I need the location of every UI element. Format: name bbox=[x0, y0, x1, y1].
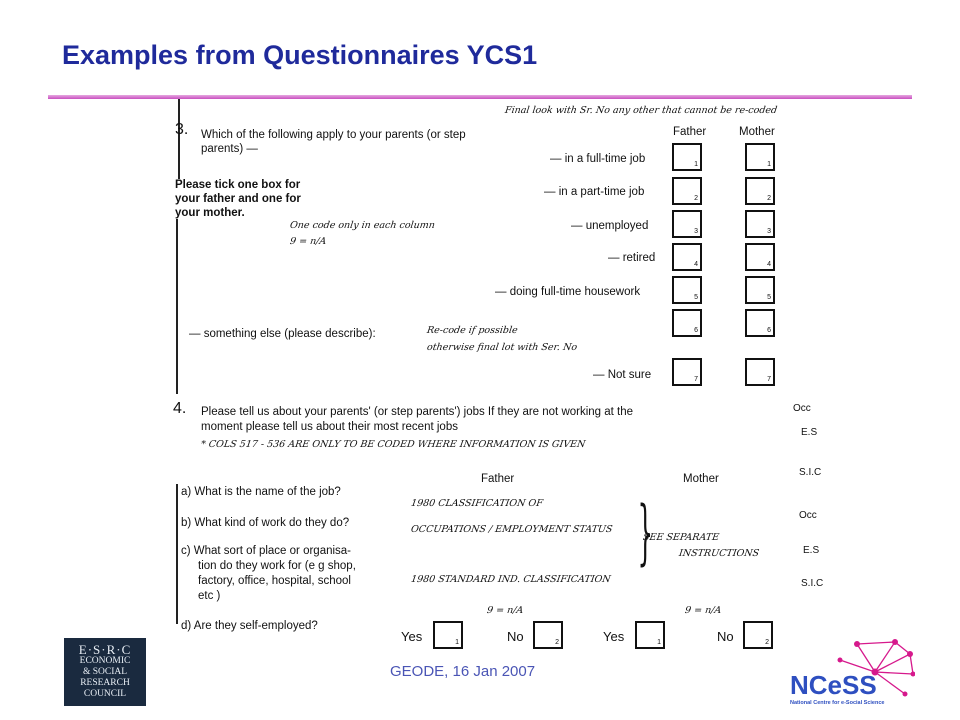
q4-na-father: 9 = n/A bbox=[486, 605, 525, 616]
q4-class-note-1: 1980 CLASSIFICATION OF bbox=[410, 498, 544, 509]
q3-father-box-2[interactable]: 2 bbox=[672, 177, 702, 205]
esrc-logo-line: COUNCIL bbox=[83, 689, 127, 699]
q4-sub-d: d) Are they self-employed? bbox=[181, 620, 318, 632]
q4-sub-b: b) What kind of work do they do? bbox=[181, 517, 350, 529]
q3-father-box-4[interactable]: 4 bbox=[672, 243, 702, 271]
slide-title: Examples from Questionnaires YCS1 bbox=[62, 40, 538, 70]
ncess-logo-subtitle: National Centre for e-Social Science bbox=[790, 700, 885, 706]
q3-option-7: — Not sure bbox=[593, 369, 652, 381]
q3-mother-box-5[interactable]: 5 bbox=[745, 276, 775, 304]
q3-option-4: — retired bbox=[608, 252, 656, 264]
q4-class-note-2: OCCUPATIONS / EMPLOYMENT STATUS bbox=[410, 524, 614, 535]
esrc-logo-acronym: E·S·R·C bbox=[78, 642, 132, 657]
q3-mother-box-7[interactable]: 7 bbox=[745, 358, 775, 386]
margin-code: S.I.C bbox=[801, 578, 824, 589]
q3-father-box-1[interactable]: 1 bbox=[672, 143, 702, 171]
q4-sub-c3: factory, office, hospital, school bbox=[198, 575, 351, 587]
margin-line bbox=[178, 99, 180, 179]
q3-option-2: — in a part-time job bbox=[544, 186, 645, 198]
q3-hand-note-2: 9 = n/A bbox=[289, 236, 328, 247]
q4-class-note-3: 1980 STANDARD IND. CLASSIFICATION bbox=[410, 574, 612, 585]
q4-sub-c4: etc ) bbox=[198, 590, 221, 602]
esrc-logo-line: RESEARCH bbox=[80, 678, 130, 688]
slide-footer: GEODE, 16 Jan 2007 bbox=[390, 663, 536, 680]
q4-mother-no-box[interactable]: 2 bbox=[743, 621, 773, 649]
q4-sub-c2: tion do they work for (e g shop, bbox=[198, 560, 356, 572]
q3-father-box-7[interactable]: 7 bbox=[672, 358, 702, 386]
q3-recode-note-1: Re-code if possible bbox=[426, 325, 519, 336]
top-hand-note: Final look with Sr. No any other that cannot be re-coded bbox=[504, 105, 778, 116]
q3-option-6: — something else (please describe): bbox=[189, 328, 376, 340]
q3-question: Which of the following apply to your parents (or step parents) — bbox=[201, 129, 466, 155]
esrc-logo-line: ECONOMIC bbox=[79, 656, 131, 666]
q4-hand-note: * COLS 517 - 536 ARE ONLY TO BE CODED WHERE INFORMATION IS GIVEN bbox=[200, 439, 587, 450]
margin-code: Occ bbox=[799, 510, 817, 521]
q3-mother-box-6[interactable]: 6 bbox=[745, 309, 775, 337]
q3-col-father: Father bbox=[673, 126, 707, 138]
margin-code: E.S bbox=[803, 545, 820, 556]
q4-sub-a: a) What is the name of the job? bbox=[181, 486, 341, 498]
q4-brace: } bbox=[637, 491, 654, 573]
q4-col-father: Father bbox=[481, 473, 515, 485]
q3-number: 3. bbox=[175, 121, 189, 138]
esrc-logo-line: & SOCIAL bbox=[82, 667, 128, 677]
q4-father-yes-box[interactable]: 1 bbox=[433, 621, 463, 649]
questionnaire-scan bbox=[165, 99, 830, 659]
q3-option-1: — in a full-time job bbox=[550, 153, 646, 165]
margin-line bbox=[176, 484, 178, 624]
q3-hand-note-1: One code only in each column bbox=[289, 220, 436, 231]
esrc-logo bbox=[64, 638, 146, 706]
q3-mother-box-1[interactable]: 1 bbox=[745, 143, 775, 171]
q3-mother-box-4[interactable]: 4 bbox=[745, 243, 775, 271]
q4-question-line1: Please tell us about your parents' (or step parents') jobs If they are not working at the bbox=[201, 406, 634, 418]
ncess-logo-text: NCeSS bbox=[790, 670, 877, 700]
q4-see-separate: SEE SEPARATE bbox=[642, 532, 720, 543]
q4-mother-yes-box[interactable]: 1 bbox=[635, 621, 665, 649]
q3-recode-note-2: otherwise final lot with Ser. No bbox=[426, 342, 578, 353]
q4-question-line2: moment please tell us about their most recent jobs bbox=[201, 421, 458, 433]
margin-code: S.I.C bbox=[799, 467, 822, 478]
q4-na-mother: 9 = n/A bbox=[684, 605, 723, 616]
q3-mother-box-3[interactable]: 3 bbox=[745, 210, 775, 238]
q3-col-mother: Mother bbox=[739, 126, 775, 138]
q3-father-box-6[interactable]: 6 bbox=[672, 309, 702, 337]
q4-father-no-box[interactable]: 2 bbox=[533, 621, 563, 649]
margin-code: Occ bbox=[793, 403, 811, 414]
q3-father-box-3[interactable]: 3 bbox=[672, 210, 702, 238]
q4-col-mother: Mother bbox=[683, 473, 719, 485]
margin-line bbox=[176, 219, 178, 394]
q3-option-5: — doing full-time housework bbox=[495, 286, 641, 298]
q3-mother-box-2[interactable]: 2 bbox=[745, 177, 775, 205]
q4-father-no-label: No bbox=[507, 629, 524, 644]
q4-mother-no-label: No bbox=[717, 629, 734, 644]
q3-father-box-5[interactable]: 5 bbox=[672, 276, 702, 304]
q4-sub-c1: c) What sort of place or organisa- bbox=[181, 545, 352, 557]
q3-option-3: — unemployed bbox=[571, 220, 649, 232]
q3-instruction: Please tick one box for your father and one for your mother. bbox=[175, 179, 301, 219]
margin-code: E.S bbox=[801, 427, 818, 438]
q4-number: 4. bbox=[173, 400, 187, 417]
q4-mother-yes-label: Yes bbox=[603, 629, 625, 644]
q4-instructions: INSTRUCTIONS bbox=[678, 548, 760, 559]
q4-father-yes-label: Yes bbox=[401, 629, 423, 644]
